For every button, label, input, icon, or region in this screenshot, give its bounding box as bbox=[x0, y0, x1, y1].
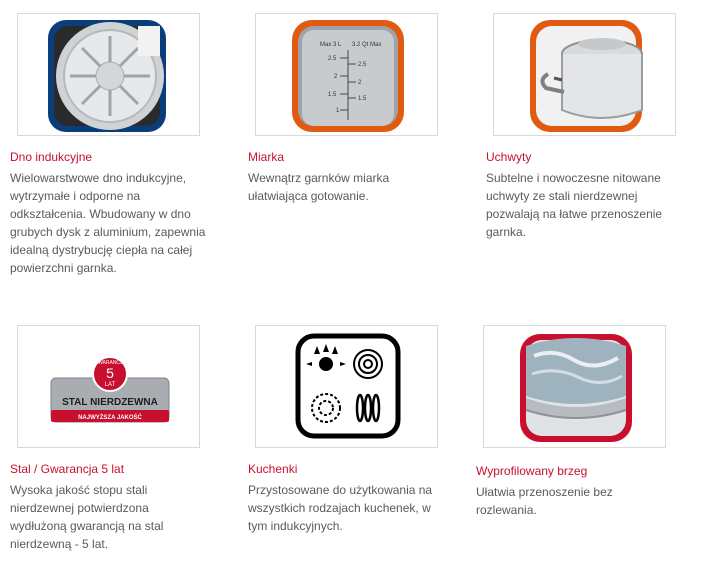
desc-line: nierdzewnej potwierdzona bbox=[10, 501, 149, 515]
feature-title: Wyprofilowany brzeg bbox=[476, 464, 588, 478]
scale-tick: 2 bbox=[334, 74, 338, 80]
desc-line: rozlewania. bbox=[476, 503, 537, 517]
rim-image bbox=[483, 325, 666, 448]
feature-title: Stal / Gwarancja 5 lat bbox=[10, 462, 125, 476]
desc-line: Ułatwia przenoszenie bez bbox=[476, 485, 613, 499]
badge-sub-text: NAJWYŻSZA JAKOŚĆ bbox=[78, 415, 142, 421]
desc-line: Subtelne i nowoczesne nitowane bbox=[486, 171, 661, 185]
desc-line: uchwyty ze stali nierdzewnej bbox=[486, 189, 638, 203]
desc-line: Wysoka jakość stopu stali bbox=[10, 483, 148, 497]
scale-tick: 1.5 bbox=[358, 96, 367, 102]
feature-description bbox=[248, 481, 448, 535]
desc-line: garnka. bbox=[486, 225, 527, 239]
desc-line: wydłużoną gwarancją na stal bbox=[10, 519, 164, 533]
desc-line: wszystkich rodzajach kuchenek, w bbox=[248, 501, 431, 515]
desc-line: grubych dysk z aluminium, zapewnia bbox=[10, 225, 206, 239]
feature-title: Dno indukcyjne bbox=[10, 150, 93, 164]
scale-label-liters: Max 3 L bbox=[320, 42, 342, 48]
desc-line: ułatwiająca gotowanie. bbox=[248, 189, 369, 203]
feature-title: Uchwyty bbox=[486, 150, 532, 164]
measure-scale-image bbox=[255, 13, 438, 136]
scale-tick: 1.5 bbox=[328, 92, 337, 98]
scale-label-quarts: 3.2 Qt Max bbox=[352, 42, 382, 48]
desc-line: tym indukcyjnych. bbox=[248, 519, 343, 533]
feature-title: Kuchenki bbox=[248, 462, 298, 476]
desc-line: powierzchni garnka. bbox=[10, 261, 117, 275]
scale-tick: 2.5 bbox=[328, 56, 337, 62]
feature-title: Miarka bbox=[248, 150, 285, 164]
feature-description bbox=[486, 169, 686, 241]
desc-line: Wielowarstwowe dno indukcyjne, bbox=[10, 171, 187, 185]
desc-line: Wewnątrz garnków miarka bbox=[248, 171, 390, 185]
desc-line: Przystosowane do użytkowania na bbox=[248, 483, 433, 497]
badge-unit: LAT bbox=[104, 382, 116, 388]
badge-top-text: GWARANCJA bbox=[94, 360, 126, 366]
feature-description bbox=[248, 169, 448, 205]
desc-line: nierdzewną - 5 lat. bbox=[10, 537, 109, 551]
desc-line: odkształcenia. Wbudowany w dno bbox=[10, 207, 191, 221]
desc-line: wytrzymałe i odporne na bbox=[10, 189, 141, 203]
feature-description bbox=[10, 169, 210, 277]
badge-main-text: STAL NIERDZEWNA bbox=[62, 397, 158, 408]
steel-badge-image bbox=[17, 325, 200, 448]
stoves-image bbox=[255, 325, 438, 448]
induction-base-image bbox=[17, 13, 200, 136]
gas-flame-icon bbox=[306, 344, 346, 371]
badge-number: 5 bbox=[106, 365, 114, 381]
desc-line: idealną dystrybucję ciepła na całej bbox=[10, 243, 193, 257]
scale-tick: 1 bbox=[336, 108, 340, 114]
feature-description bbox=[10, 481, 210, 553]
scale-tick: 2.5 bbox=[358, 62, 367, 68]
feature-description bbox=[476, 483, 676, 519]
induction-icon bbox=[357, 395, 379, 421]
ceramic-hob-icon bbox=[312, 394, 340, 422]
desc-line: pozwalają na łatwe przenoszenie bbox=[486, 207, 663, 221]
handles-image bbox=[493, 13, 676, 136]
electric-spiral-icon bbox=[354, 350, 382, 378]
scale-tick: 2 bbox=[358, 80, 362, 86]
